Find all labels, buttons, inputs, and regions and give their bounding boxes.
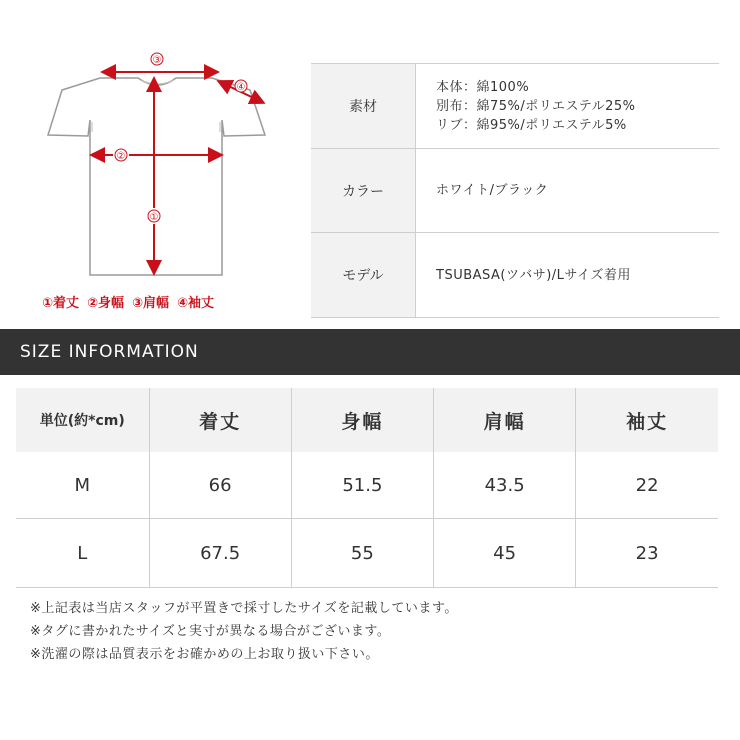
spec-row-material [311, 64, 719, 149]
table-row [16, 452, 718, 519]
header-unit: 単位(約*cm) [39, 413, 125, 429]
note-line: ※上記表は当店スタッフが平置きで採寸したサイズを記載しています。 [30, 601, 458, 616]
size-header-row [16, 388, 718, 452]
size-label: L [16, 519, 149, 588]
size-information-banner [0, 329, 740, 375]
tshirt-outline [48, 78, 265, 275]
spec-row-color [311, 149, 719, 233]
material-line-3: リブ：綿95%/ポリエステル5% [436, 117, 627, 133]
table-cell: 51.5 [291, 452, 433, 519]
marker-2: ② [116, 151, 126, 162]
spec-label: 素材 [311, 64, 416, 149]
marker-4: ④ [236, 82, 246, 93]
note-line: ※洗濯の際は品質表示をお確かめの上お取り扱い下さい。 [30, 647, 379, 662]
header-shoulder-width: 肩幅 [434, 388, 576, 452]
table-cell: 45 [434, 519, 576, 588]
table-cell: 22 [576, 452, 718, 519]
color-line: ホワイト/ブラック [436, 183, 549, 198]
diagram-legend [42, 292, 282, 314]
header-sleeve-length: 袖丈 [576, 388, 718, 452]
table-cell: 67.5 [149, 519, 291, 588]
marker-3: ③ [152, 55, 162, 66]
table-cell: 43.5 [434, 452, 576, 519]
header-length: 着丈 [149, 388, 291, 452]
spec-label: モデル [311, 233, 416, 318]
table-cell: 23 [576, 519, 718, 588]
material-line-1: 本体：綿100% [436, 79, 530, 95]
spec-value [416, 233, 720, 318]
spec-value [416, 64, 720, 149]
table-row [16, 519, 718, 588]
legend-sleeve-length: ④袖丈 [177, 296, 215, 311]
notes [30, 597, 720, 666]
legend-shoulder-width: ③肩幅 [132, 296, 170, 311]
legend-length: ①着丈 [42, 296, 80, 311]
table-cell: 66 [149, 452, 291, 519]
spec-value [416, 149, 720, 233]
table-cell: 55 [291, 519, 433, 588]
spec-label: カラー [311, 149, 416, 233]
size-table [16, 388, 718, 588]
legend-body-width: ②身幅 [87, 296, 125, 311]
marker-1: ① [149, 212, 159, 223]
header-body-width: 身幅 [291, 388, 433, 452]
size-label: M [16, 452, 149, 519]
spec-row-model [311, 233, 719, 318]
spec-table [311, 63, 719, 318]
tshirt-size-diagram [10, 40, 300, 290]
model-line: TSUBASA(ツバサ)/Lサイズ着用 [436, 267, 631, 283]
note-line: ※タグに書かれたサイズと実寸が異なる場合がございます。 [30, 624, 391, 639]
material-line-2: 別布：綿75%/ポリエステル25% [436, 98, 636, 114]
banner-title: SIZE INFORMATION [20, 342, 199, 362]
